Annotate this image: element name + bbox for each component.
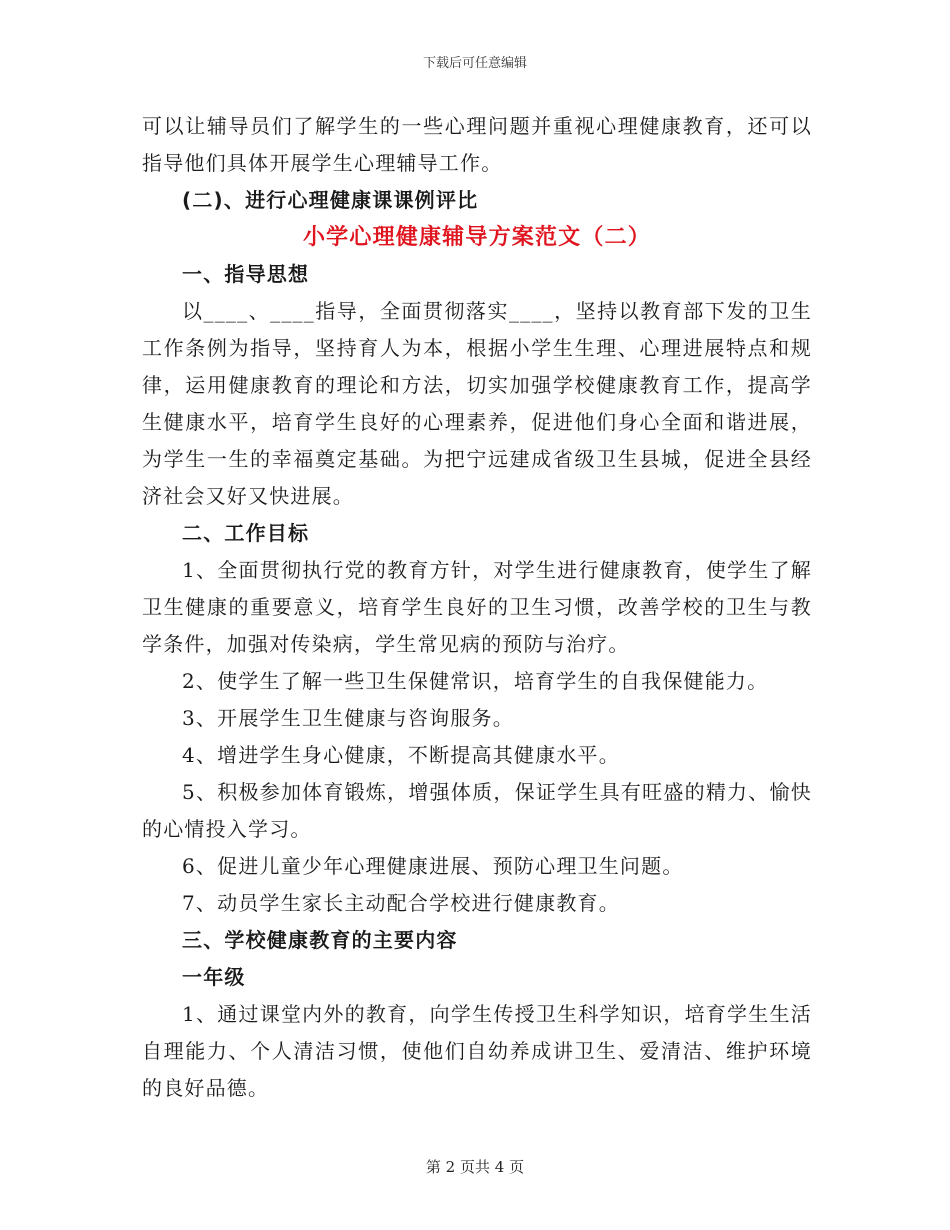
- goal-item-6: 6、促进儿童少年心理健康进展、预防心理卫生问题。: [182, 854, 684, 878]
- header-note: 下载后可任意编辑: [422, 56, 527, 71]
- section-heading-2: 二、工作目标: [182, 521, 310, 545]
- section-1-paragraph: 以____、____指导，全面贯彻落实____，坚持以教育部下发的卫生工作条例为指导，坚持育人为本，根据小学生生理、心理进展特点和规律，运用健康教育的理论和方法，切实加强学校健康教育工作，提高学生健康水平，培育学生良好的心理素养，促进他们身心全面和谐进展，为学生一生的幸福奠定基础。为把宁远建成省级卫生县城，促进全县经济社会又好又快进展。: [142, 299, 812, 508]
- section-heading-3: 三、学校健康教育的主要内容: [182, 928, 458, 952]
- subsection-heading: (二)、进行心理健康课课例评比: [182, 188, 479, 212]
- goal-item-3: 3、开展学生卫生健康与咨询服务。: [182, 706, 514, 730]
- document-title: 小学心理健康辅导方案范文（二）: [302, 225, 651, 250]
- goal-item-1: 1、全面贯彻执行党的教育方针，对学生进行健康教育，使学生了解卫生健康的重要意义，培育学生良好的卫生习惯，改善学校的卫生与教学条件，加强对传染病，学生常见病的预防与治疗。: [142, 558, 812, 656]
- goal-item-5: 5、积极参加体育锻炼，增强体质，保证学生具有旺盛的精力、愉快的心情投入学习。: [142, 780, 812, 841]
- grade-1-item-1: 1、通过课堂内外的教育，向学生传授卫生科学知识，培育学生生活自理能力、个人清洁习惯，使他们自幼养成讲卫生、爱清洁、维护环境的良好品德。: [142, 1002, 812, 1100]
- grade-1-heading: 一年级: [182, 965, 246, 989]
- intro-paragraph: 可以让辅导员们了解学生的一些心理问题并重视心理健康教育，还可以指导他们具体开展学生心理辅导工作。: [142, 114, 812, 175]
- goal-item-4: 4、增进学生身心健康，不断提高其健康水平。: [182, 743, 620, 767]
- section-heading-1: 一、指导思想: [182, 262, 310, 286]
- page-footer: 第 2 页共 4 页: [425, 1158, 525, 1176]
- goal-item-7: 7、动员学生家长主动配合学校进行健康教育。: [182, 891, 620, 915]
- document-body: [142, 108, 812, 1107]
- goal-item-2: 2、使学生了解一些卫生保健常识，培育学生的自我保健能力。: [182, 669, 769, 693]
